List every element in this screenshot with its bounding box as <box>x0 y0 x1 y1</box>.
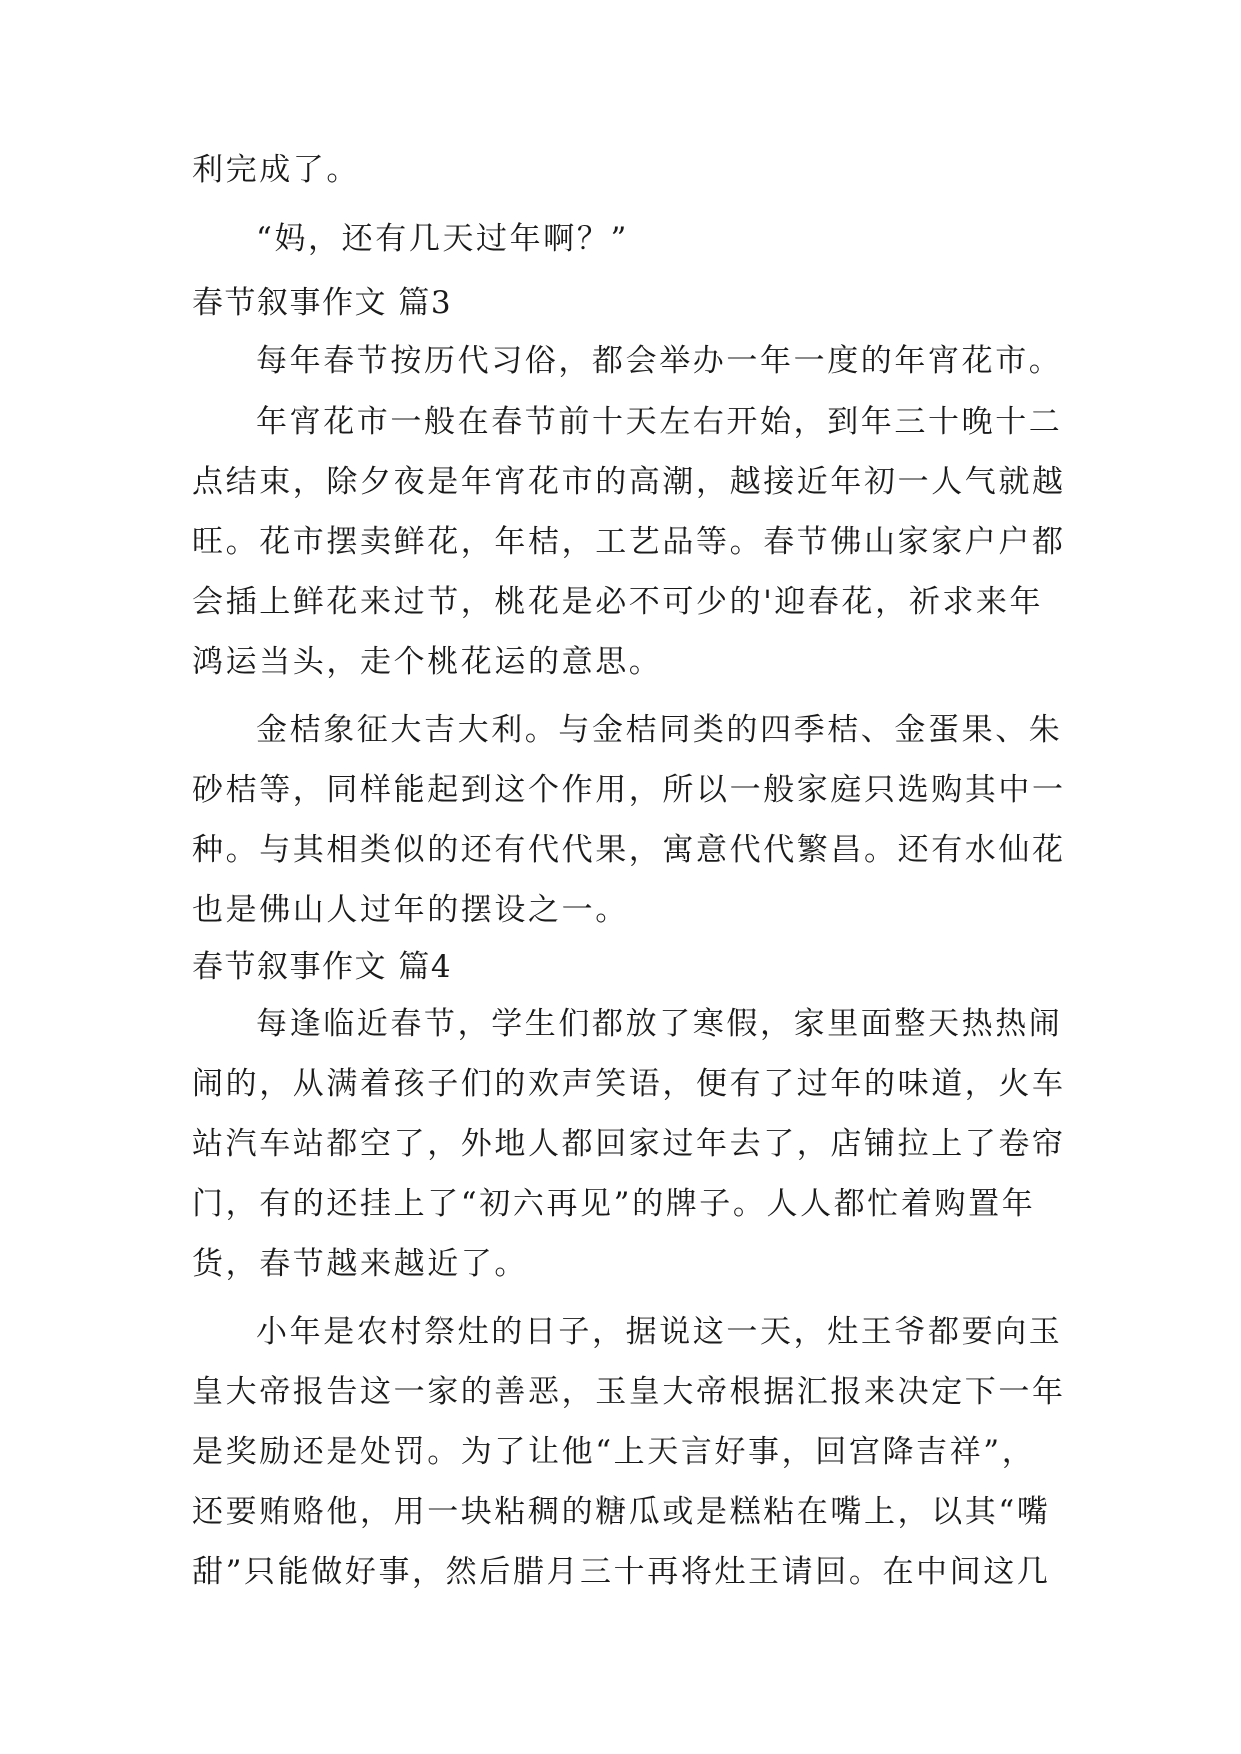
body-text-line: 旺。花市摆卖鲜花，年桔，工艺品等。春节佛山家家户户都 <box>192 524 1066 560</box>
paragraph-first-line: 年宵花市一般在春节前十天左右开始，到年三十晚十二 <box>256 404 1063 440</box>
body-text-line: 点结束，除夕夜是年宵花市的高潮，越接近年初一人气就越 <box>192 464 1066 500</box>
body-text-line: 还要贿赂他，用一块粘稠的糖瓜或是糕粘在嘴上，以其“嘴 <box>192 1494 1051 1530</box>
body-text-line: 甜”只能做好事，然后腊月三十再将灶王请回。在中间这几 <box>192 1554 1051 1590</box>
dialogue-line: “妈，还有几天过年啊？” <box>256 221 629 257</box>
paragraph-first-line: 金桔象征大吉大利。与金桔同类的四季桔、金蛋果、朱 <box>256 712 1063 748</box>
body-text-line: 利完成了。 <box>192 152 360 188</box>
body-text-line: 门，有的还挂上了“初六再见”的牌子。人人都忙着购置年 <box>192 1186 1036 1222</box>
body-text-line: 也是佛山人过年的摆设之一。 <box>192 892 629 928</box>
body-text-line: 闹的，从满着孩子们的欢声笑语，便有了过年的味道，火车 <box>192 1066 1066 1102</box>
paragraph-first-line: 小年是农村祭灶的日子，据说这一天，灶王爷都要向玉 <box>256 1314 1063 1350</box>
body-text-line: 皇大帝报告这一家的善恶，玉皇大帝根据汇报来决定下一年 <box>192 1374 1066 1410</box>
body-text-line: 站汽车站都空了，外地人都回家过年去了，店铺拉上了卷帘 <box>192 1126 1066 1162</box>
section-heading: 春节叙事作文 篇3 <box>192 285 453 321</box>
body-text-line: 砂桔等，同样能起到这个作用，所以一般家庭只选购其中一 <box>192 772 1066 808</box>
body-text-line: 货，春节越来越近了。 <box>192 1246 528 1282</box>
body-text-line: 种。与其相类似的还有代代果，寓意代代繁昌。还有水仙花 <box>192 832 1066 868</box>
section-heading: 春节叙事作文 篇4 <box>192 949 453 985</box>
paragraph-first-line: 每逢临近春节，学生们都放了寒假，家里面整天热热闹 <box>256 1006 1063 1042</box>
body-text-line: 鸿运当头，走个桃花运的意思。 <box>192 644 663 680</box>
paragraph-first-line: 每年春节按历代习俗，都会举办一年一度的年宵花市。 <box>256 343 1063 379</box>
body-text-line: 是奖励还是处罚。为了让他“上天言好事，回宫降吉祥”， <box>192 1434 1036 1470</box>
body-text-line: 会插上鲜花来过节，桃花是必不可少的'迎春花，祈求来年 <box>192 584 1044 620</box>
